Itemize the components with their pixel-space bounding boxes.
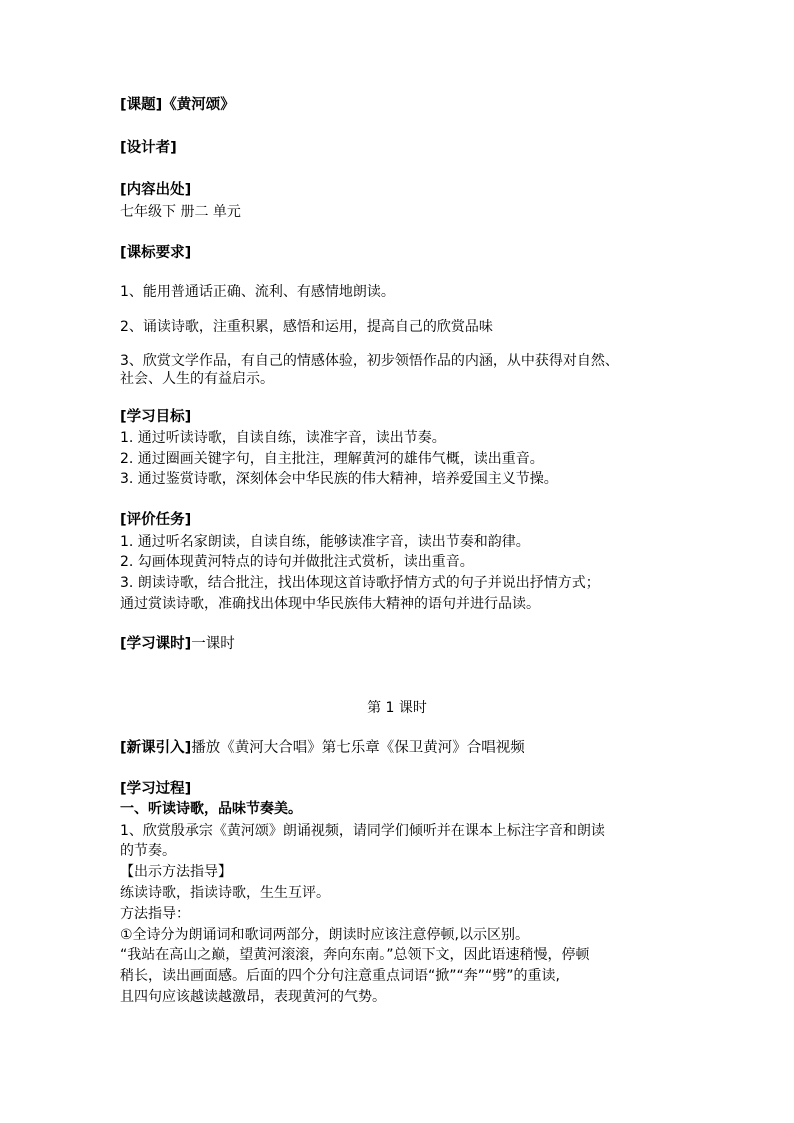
objectives-item: 3. 通过鉴赏诗歌，深刻体会中华民族的伟大精神，培养爱国主义节操。: [120, 471, 558, 487]
process-line: 稍长，读出画面感。后面的四个分句注意重点词语“掀”“奔”“劈”的重读,: [120, 968, 560, 984]
intro-label: [新课引入]: [120, 740, 192, 756]
process-line: 的节奏。: [120, 843, 176, 859]
source-value: 七年级下 册二 单元: [120, 204, 241, 220]
process-line: 练读诗歌，指读诗歌，生生互评。: [120, 885, 330, 901]
designer-label: [设计者]: [120, 140, 177, 156]
intro-line: [120, 739, 525, 758]
hours-value: 一课时: [191, 636, 235, 652]
process-line: 且四句应该越读越激昂，表现黄河的气势。: [120, 989, 386, 1005]
title-line: [120, 96, 235, 115]
standards-item: 社会、人生的有益启示。: [120, 371, 274, 387]
standards-item: 1、能用普通话正确、流利、有感情地朗读。: [120, 284, 395, 300]
standards-item: 3、欣赏文学作品，有自己的情感体验，初步领悟作品的内涵，从中获得对自然、: [120, 353, 619, 369]
process-line: 【出示方法指导】: [120, 864, 232, 880]
objectives-item: 2. 通过圈画关键字句，自主批注，理解黄河的雄伟气概，读出重音。: [120, 451, 544, 467]
process-line: ①全诗分为朗诵词和歌词两部分，朗读时应该注意停顿,以示区别。: [120, 927, 529, 943]
objectives-item: 1. 通过听读诗歌，自读自练，读准字音，读出节奏。: [120, 430, 446, 446]
title-value: 《黄河颂》: [162, 97, 235, 113]
standards-label: [课标要求]: [120, 245, 192, 261]
process-line: 方法指导：: [120, 906, 190, 922]
title-label: [课题]: [120, 97, 163, 113]
hours-label: [学习课时]: [120, 636, 192, 652]
process-label: [学习过程]: [120, 781, 192, 797]
standards-item: 2、诵读诗歌，注重积累，感悟和运用，提高自己的欣赏品味: [120, 319, 493, 335]
evaluation-item: 2. 勾画体现黄河特点的诗句并做批注式赏析，读出重音。: [120, 554, 474, 570]
evaluation-label: [评价任务]: [120, 512, 192, 528]
evaluation-item: 1. 通过听名家朗读，自读自练，能够读准字音，读出节奏和韵律。: [120, 534, 530, 550]
process-line: 1、欣赏殷承宗《黄河颂》朗诵视频，请同学们倾听并在课本上标注字音和朗读: [120, 823, 605, 839]
section1-title: 一、听读诗歌，品味节奏美。: [120, 801, 302, 817]
evaluation-item: 通过赏读诗歌，准确找出体现中华民族伟大精神的语句并进行品读。: [120, 596, 540, 612]
hours-line: [120, 635, 235, 654]
process-line: “我站在高山之巅，望黄河滚滚，奔向东南。”总领下文，因此语速稍慢，停顿: [120, 947, 590, 963]
source-label: [内容出处]: [120, 182, 192, 198]
objectives-label: [学习目标]: [120, 409, 192, 425]
intro-value: 播放《黄河大合唱》第七乐章《保卫黄河》合唱视频: [191, 740, 525, 756]
evaluation-item: 3. 朗读诗歌，结合批注，找出体现这首诗歌抒情方式的句子并说出抒情方式；: [120, 575, 600, 591]
lesson-heading: 第 1 课时: [367, 700, 427, 716]
